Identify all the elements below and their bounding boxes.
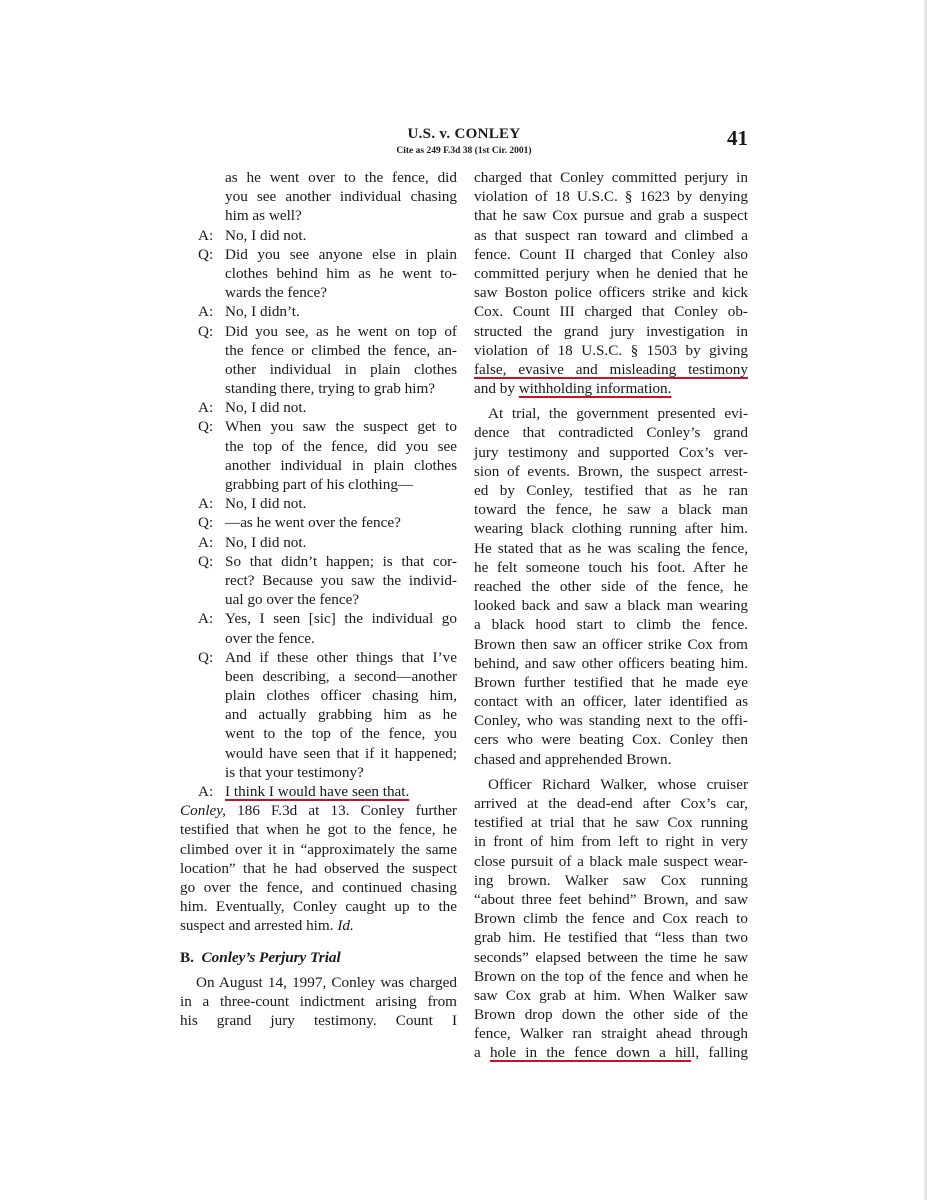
section-heading (180, 948, 457, 967)
text-line: He stated that as he was scaling the fence, (474, 539, 748, 557)
qa-label: Q: (198, 514, 214, 532)
paragraph (180, 973, 457, 1031)
text-line: violation of 18 U.S.C. § 1503 by giving (474, 341, 748, 359)
text-line: Officer Richard Walker, whose cruiser (488, 775, 748, 793)
text-line (180, 801, 457, 820)
text-line: —as he went over the fence? (225, 514, 401, 532)
underlined-text: withholding information. (518, 380, 672, 398)
qa-intro (180, 168, 457, 226)
text-line: toward the fence, he saw a black man (474, 501, 748, 519)
text-line: jury testimony and supported Cox’s ver- (474, 443, 748, 461)
text-line (225, 782, 457, 801)
text-line: Brown then saw an officer strike Cox from (474, 635, 748, 653)
text-line: other individual in plain clothes (225, 360, 457, 378)
section-letter: B. (180, 948, 194, 966)
qa-entry (180, 322, 457, 399)
text-line: and actually grabbing him as he (225, 706, 457, 724)
text-line: So that didn’t happen; is that cor- (225, 552, 457, 570)
text-line: went to the top of the fence, you (225, 725, 457, 743)
text-line: structed the grand jury investigation in (474, 322, 748, 340)
text-line: testified that when he got to the fence, he (180, 821, 457, 839)
text-line: No, I did not. (225, 226, 307, 244)
paragraph (474, 404, 748, 769)
text-line: a black hood start to climb the fence. (474, 616, 748, 634)
text-line: location” that he had observed the suspect (180, 859, 457, 877)
text-line: sion of events. Brown, the suspect arrest- (474, 462, 748, 480)
qa-entry (180, 494, 457, 513)
text-line: rect? Because you saw the individ- (225, 571, 457, 589)
text-line: plain clothes officer chasing him, (225, 687, 457, 705)
text-line: chased and apprehended Brown. (474, 750, 672, 768)
citation-line: Cite as 249 F.3d 38 (1st Cir. 2001) (396, 146, 532, 156)
running-header (180, 126, 748, 162)
text-line (474, 360, 748, 379)
qa-entry (180, 533, 457, 552)
section-title: Conley’s Perjury Trial (201, 948, 341, 966)
text-line: the top of the fence, did you see (225, 437, 457, 455)
right-column (474, 168, 748, 1063)
qa-entry (180, 782, 457, 801)
qa-entry (180, 226, 457, 245)
qa-label: Q: (198, 648, 214, 666)
text-line: Conley, who was standing next to the offi- (474, 712, 748, 730)
text-line: No, I didn’t. (225, 303, 300, 321)
text-line: No, I did not. (225, 399, 307, 417)
id-cite: Id. (337, 917, 354, 935)
text-line: Cox. Count III charged that Conley ob- (474, 303, 748, 321)
qa-label: A: (198, 783, 214, 800)
text-line: as he went over to the fence, did (225, 169, 457, 186)
text-line: another individual in plain clothes (225, 456, 457, 474)
text-line: And if these other things that I’ve (225, 648, 457, 666)
text-line: is that your testimony? (225, 763, 364, 781)
text-line: cers who were beating Cox. Conley then (474, 731, 748, 749)
qa-entry (180, 417, 457, 494)
underlined-text: hole in the fence down a hil (489, 1044, 692, 1062)
page-number: 41 (727, 126, 748, 150)
text-line: would have seen that if it happened; (225, 744, 457, 762)
paragraph (474, 168, 748, 398)
qa-label: A: (198, 303, 214, 321)
text-span: 186 F.3d at 13. Conley further (225, 802, 457, 820)
text-span: and by (474, 380, 519, 398)
text-line: Yes, I seen [sic] the individual go (225, 610, 457, 628)
text-line: he felt someone touch his foot. After he (474, 558, 748, 576)
text-line: Did you see, as he went on top of (225, 322, 457, 340)
text-line: committed perjury when he denied that he (474, 264, 748, 282)
paragraph (180, 801, 457, 935)
qa-entry (180, 513, 457, 532)
text-line: his grand jury testimony. Count I (180, 1012, 457, 1030)
qa-label: Q: (198, 418, 214, 436)
text-line: over the fence. (225, 629, 315, 647)
text-line: Did you see anyone else in plain (225, 245, 457, 263)
text-line: wearing black clothing running after him. (474, 520, 748, 538)
qa-label: Q: (198, 322, 214, 340)
text-line: testified at trial that he saw Cox running (474, 814, 748, 832)
text-line: Brown on the top of the fence and when he (474, 967, 748, 985)
text-line: reached the other side of the fence, he (474, 577, 748, 595)
text-line: saw Boston police officers strike and kick (474, 284, 748, 302)
text-line: him. Eventually, Conley caught up to the (180, 898, 457, 916)
text-line: Brown drop down the other side of the (474, 1006, 748, 1024)
qa-entry (180, 302, 457, 321)
text-line: seconds” elapsed between the time he saw (474, 948, 748, 966)
text-line: go over the fence, and continued chasing (180, 878, 457, 896)
text-line: charged that Conley committed perjury in (474, 169, 748, 186)
text-line: behind, and saw other officers beating him. (474, 654, 748, 672)
text-line: ual go over the fence? (225, 591, 360, 609)
text-line (474, 379, 748, 398)
text-line: violation of 18 U.S.C. § 1623 by denying (474, 188, 748, 206)
text-line: the fence or climbed the fence, an- (225, 341, 457, 359)
text-span: a (474, 1044, 490, 1062)
text-line: in front of him from left to right in very (474, 833, 748, 851)
text-line: wards the fence? (225, 284, 328, 302)
text-line: that he saw Cox pursue and grab a suspect (474, 207, 748, 225)
text-line: ing brown. Walker saw Cox running (474, 871, 748, 889)
qa-entry (180, 398, 457, 417)
text-line (474, 1043, 748, 1062)
text-line: At trial, the government presented evi- (488, 405, 748, 423)
text-line: “about three feet behind” Brown, and saw (474, 890, 748, 908)
text-line: contact with an officer, later identified as (474, 693, 748, 711)
text-line: close pursuit of a black male suspect wear- (474, 852, 748, 870)
text-line: standing there, trying to grab him? (225, 380, 436, 398)
text-line: saw Cox grab at him. When Walker saw (474, 986, 748, 1004)
text-line (180, 916, 457, 935)
text-line: in a three-count indictment arising from (180, 992, 457, 1010)
qa-label: A: (198, 399, 214, 417)
text-line: climbed over it in “approximately the same (180, 840, 457, 858)
qa-label: Q: (198, 552, 214, 570)
underlined-text: I think I would have seen that. (225, 783, 410, 800)
text-line: Brown further testified that he made eye (474, 673, 748, 691)
text-span: suspect and arrested him. (180, 917, 338, 935)
text-line: you see another individual chasing (225, 188, 457, 206)
text-line: No, I did not. (225, 533, 307, 551)
text-line: looked back and saw a black man wearing (474, 597, 748, 615)
text-line: clothes behind him as he went to- (225, 264, 457, 282)
text-line: On August 14, 1997, Conley was charged (196, 973, 457, 991)
text-line: grabbing part of his clothing— (225, 476, 414, 493)
text-line: fence. Count II charged that Conley also (474, 245, 748, 263)
text-line: dence that contradicted Conley’s grand (474, 424, 748, 442)
qa-label: A: (198, 533, 214, 551)
text-line: No, I did not. (225, 495, 307, 513)
text-line: arrived at the dead-end after Cox’s car, (474, 795, 748, 812)
qa-entry (180, 648, 457, 782)
text-line: fence, Walker ran straight ahead through (474, 1025, 748, 1043)
text-line: been describing, a second—another (225, 667, 457, 685)
qa-label: A: (198, 495, 214, 513)
paragraph (474, 775, 748, 1063)
left-column (180, 168, 457, 1030)
case-title: U.S. v. CONLEY (407, 126, 521, 142)
qa-entry (180, 245, 457, 303)
text-line: ed by Conley, testified that as he ran (474, 482, 748, 499)
text-span: l, falling (691, 1044, 748, 1062)
text-line: him as well? (225, 207, 302, 225)
qa-entry (180, 552, 457, 610)
text-line: as that suspect ran toward and climbed a (474, 226, 748, 244)
qa-label: A: (198, 610, 214, 628)
text-line: Brown climb the fence and Cox reach to (474, 910, 748, 928)
qa-entry (180, 609, 457, 647)
qa-label: A: (198, 226, 214, 244)
underlined-text: false, evasive and misleading testimony (474, 360, 748, 378)
text-line: grab him. He testified that “less than two (474, 929, 748, 947)
qa-label: Q: (198, 245, 214, 263)
text-line: When you saw the suspect get to (225, 418, 457, 436)
page-edge-shadow (923, 0, 927, 1200)
case-cite: Conley, (180, 802, 226, 820)
